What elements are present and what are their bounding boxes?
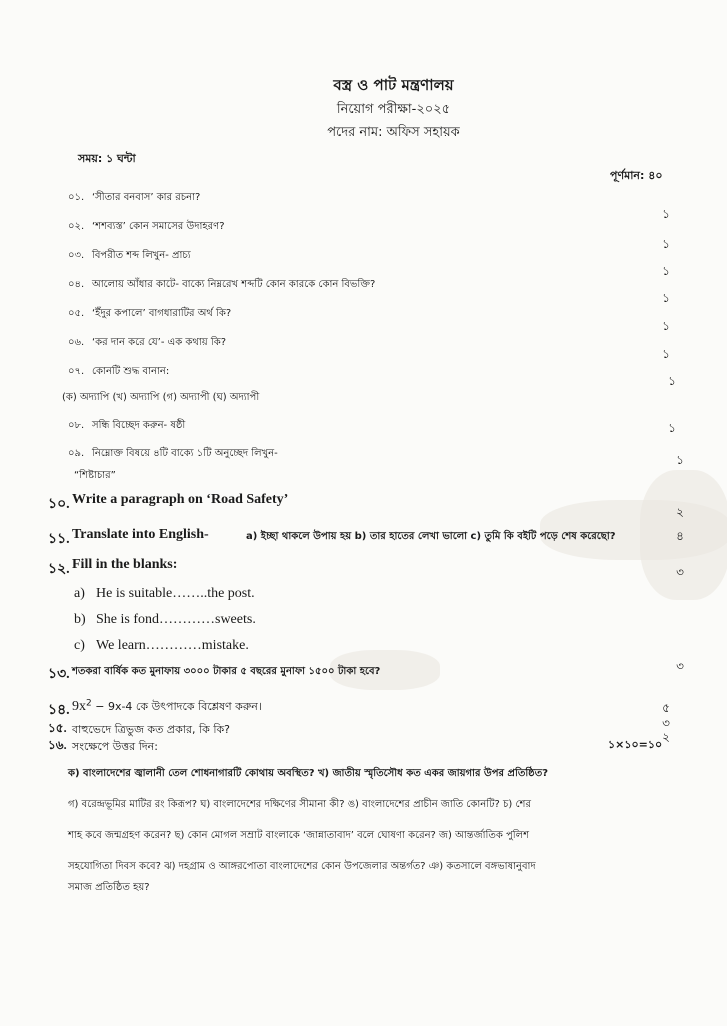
question-marks: ১: [676, 453, 684, 467]
question-text: শতকরা বার্ষিক কত মুনাফায় ৩০০০ টাকার ৫ বছরের মুনাফা ১৫০০ টাকা হবে?: [72, 666, 381, 677]
question-text: ‘শশব্যস্ত’ কোন সমাসের উদাহরণ?: [92, 221, 225, 232]
question-marks: ১: [662, 319, 670, 333]
question-marks: ১: [662, 207, 670, 221]
question-text: বিপরীত শব্দ লিখুন- প্রাচ্য: [92, 250, 191, 261]
question-text: ‘সীতার বনবাস’ কার রচনা?: [92, 192, 201, 203]
question-num: ১৬.: [48, 738, 67, 752]
exam-time: সময়: ১ ঘন্টা: [78, 152, 136, 165]
question-num: ১২.: [48, 562, 70, 577]
question-text: বাহুভেদে ত্রিভুজ কত প্রকার, কি কি?: [72, 723, 231, 736]
question-num: ১১.: [48, 532, 70, 547]
question-marks: ২: [662, 730, 670, 744]
blank-label: c): [74, 638, 85, 653]
blank-label: b): [74, 612, 86, 627]
question-num: ০৭.: [68, 366, 85, 377]
question-marks: ৩: [676, 659, 684, 673]
question-text: Translate into English-: [72, 527, 209, 542]
question-num: ১০.: [48, 497, 70, 512]
question-text: সংক্ষেপে উত্তর দিন:: [72, 740, 158, 753]
blank-label: a): [74, 586, 85, 601]
question-text: [72, 698, 262, 717]
question-marks: ১: [662, 291, 670, 305]
ministry-title: বস্ত্র ও পাট মন্ত্রণালয়: [333, 76, 454, 94]
question-num: ১৪.: [48, 703, 70, 718]
question-marks: ১: [668, 421, 676, 435]
question-num: ০৮.: [68, 420, 85, 431]
math-expr: 9x: [72, 699, 86, 714]
blank-sentence: He is suitable……..the post.: [96, 586, 255, 601]
question-num: ০৬.: [68, 337, 85, 348]
question-num: ০২.: [68, 221, 85, 232]
question-marks: ৫: [662, 701, 670, 715]
question-text: সন্ধি বিচ্ছেদ করুন- ষষ্ঠী: [92, 420, 186, 431]
question-marks: ১: [662, 237, 670, 251]
post-name: পদের নাম: অফিস সহায়ক: [327, 125, 460, 140]
question-text: Write a paragraph on ‘Road Safety’: [72, 492, 289, 507]
question-num: ১৫.: [48, 721, 67, 735]
short-answer-line: শাহ কবে জন্মগ্রহণ করেন? ছ) কোন মোগল সম্রাট বাংলাকে ‘জান্নাতাবাদ’ বলে ঘোষণা করেন? জ) আন্তর্জাতিক পুলিশ: [68, 830, 530, 841]
question-text: ‘ইঁদুর কপালে’ বাগধারাটির অর্থ কি?: [92, 308, 232, 319]
question-options: (ক) অদ্যাপি (খ) অদ্যাপি (গ) অদ্যাপী (ঘ) অদ্যাপী: [62, 392, 260, 403]
question-text: Fill in the blanks:: [72, 557, 178, 572]
exam-title: নিয়োগ পরীক্ষা-২০২৫: [336, 102, 451, 117]
full-marks: পূর্ণমান: ৪০: [610, 169, 663, 182]
question-num: ০১.: [68, 192, 85, 203]
blank-sentence: We learn…………mistake.: [96, 638, 249, 653]
question-text: আলোয় আঁধার কাটে- বাক্যে নিম্নরেখ শব্দটি কোন কারকে কোন বিভক্তি?: [92, 279, 376, 290]
short-answer-line: গ) বরেন্দ্রভূমির মাটির রং কিরূপ? ঘ) বাংলাদেশের দক্ষিণের সীমানা কী? ঙ) বাংলাদেশের প্রাচীন জাতি কোনটি? চ) শের: [68, 799, 531, 810]
question-marks: ১: [662, 347, 670, 361]
question-marks: ২: [676, 505, 684, 519]
question-text: কোনটি শুদ্ধ বানান:: [92, 366, 170, 377]
question-marks: ১: [662, 264, 670, 278]
question-num: ০৫.: [68, 308, 85, 319]
question-marks: ১: [668, 374, 676, 388]
short-answer-line: সহযোগিতা দিবস কবে? ঝ) দহগ্রাম ও আঙ্গরপোতা বাংলাদেশের কোন উপজেলার অন্তর্গত? ঞ) কতসালে বঙ্গভাষানুবাদ: [68, 861, 536, 872]
short-answer-line: ক) বাংলাদেশের জ্বালানী তেল শোধনাগারটি কোথায় অবস্থিত? খ) জাতীয় স্মৃতিসৌধ কত একর জায়গার উপর প্রতিষ্ঠিত?: [68, 768, 549, 779]
question-marks: ১×১০=১০: [608, 738, 663, 751]
question-num: ০৯.: [68, 448, 85, 459]
question-marks: ৩: [662, 716, 670, 730]
paragraph-topic: “শিষ্টাচার”: [74, 470, 116, 481]
short-answer-line: সমাজ প্রতিষ্ঠিত হয়?: [68, 882, 150, 893]
question-marks: ৪: [676, 529, 684, 543]
math-exponent: 2: [86, 698, 92, 709]
question-text: ‘কর দান করে যে’- এক কথায় কি?: [92, 337, 227, 348]
question-num: ১৩.: [48, 667, 70, 682]
blank-sentence: She is fond…………sweets.: [96, 612, 256, 627]
question-text: নিম্নোক্ত বিষয়ে ৪টি বাক্যে ১টি অনুচ্ছেদ লিখুন-: [92, 448, 278, 459]
question-marks: ৩: [676, 565, 684, 579]
question-num: ০৪.: [68, 279, 85, 290]
translation-parts: a) ইচ্ছা থাকলে উপায় হয় b) তার হাতের লেখা ভালো c) তুমি কি বইটি পড়ে শেষ করেছো?: [246, 531, 616, 542]
question-num: ০৩.: [68, 250, 85, 261]
math-rest: − 9x-4 কে উৎপাদকে বিশ্লেষণ করুন।: [91, 700, 262, 713]
